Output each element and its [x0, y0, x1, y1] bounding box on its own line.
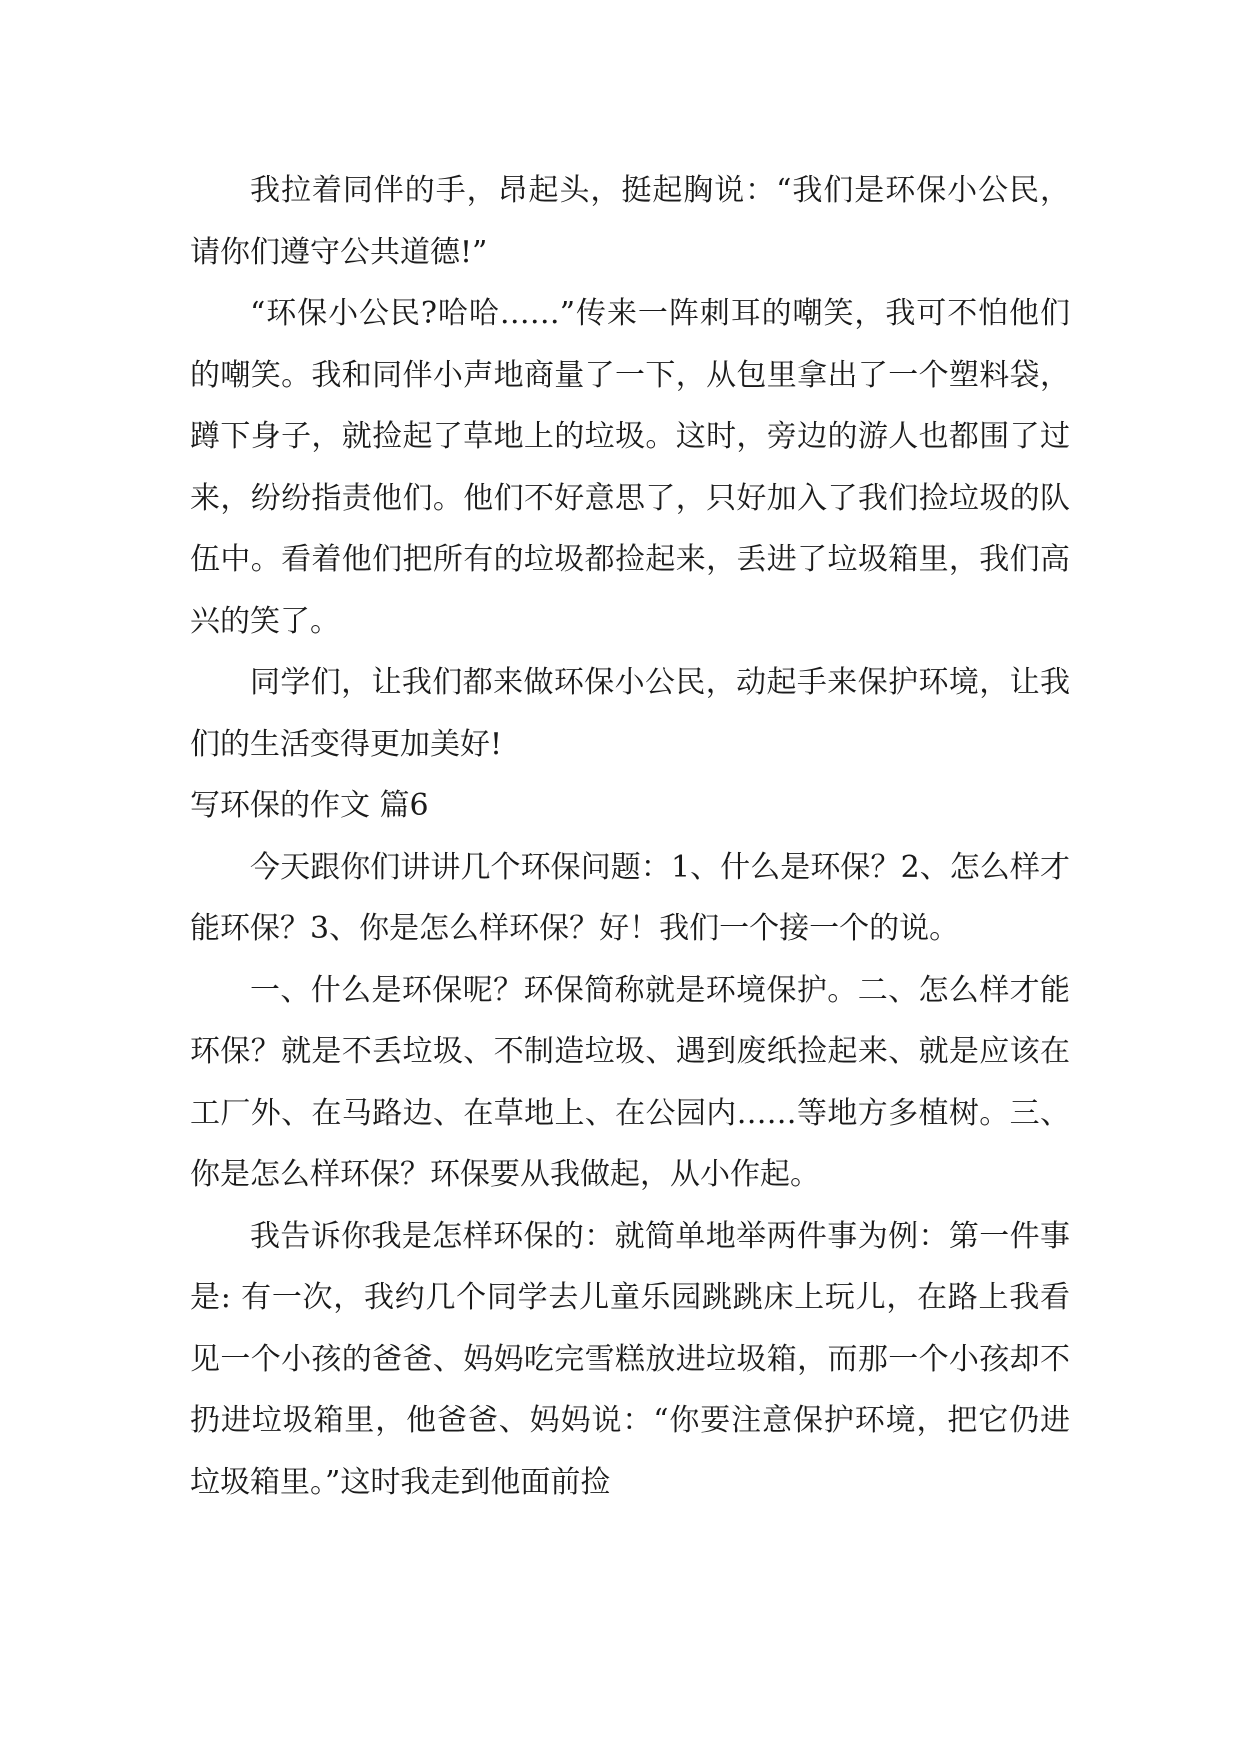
paragraph: 一、什么是环保呢？环保简称就是环境保护。二、怎么样才能环保？就是不丢垃圾、不制造垃圾、遇到废纸捡起来、就是应该在工厂外、在马路边、在草地上、在公园内……等地方多植树。三、你是怎么样环保？环保要从我做起，从小作起。: [190, 972, 1070, 1192]
document-body: [190, 160, 1070, 1513]
paragraph: 今天跟你们讲讲几个环保问题：1、什么是环保？2、怎么样才能环保？3、你是怎么样环保？好！我们一个接一个的说。: [190, 849, 1070, 946]
paragraph: 我拉着同伴的手，昂起头，挺起胸说：“我们是环保小公民，请你们遵守公共道德!”: [190, 173, 1070, 270]
section-heading: 写环保的作文 篇6: [190, 788, 429, 823]
paragraph: 同学们，让我们都来做环保小公民，动起手来保护环境，让我们的生活变得更加美好!: [190, 665, 1070, 762]
paragraph: 我告诉你我是怎样环保的：就简单地举两件事为例：第一件事是: 有一次，我约几个同学去儿童乐园跳跳床上玩儿，在路上我看见一个小孩的爸爸、妈妈吃完雪糕放进垃圾箱，而那一个小孩却不扔进垃圾箱里，他爸爸、妈妈说：“你要注意保护环境，把它仍进垃圾箱里。”这时我走到他面前捡: [190, 1218, 1070, 1500]
paragraph: “环保小公民?哈哈……”传来一阵刺耳的嘲笑，我可不怕他们的嘲笑。我和同伴小声地商量了一下，从包里拿出了一个塑料袋，蹲下身子，就捡起了草地上的垃圾。这时，旁边的游人也都围了过来，纷纷指责他们。他们不好意思了，只好加入了我们捡垃圾的队伍中。看着他们把所有的垃圾都捡起来，丢进了垃圾箱里，我们高兴的笑了。: [190, 296, 1070, 639]
